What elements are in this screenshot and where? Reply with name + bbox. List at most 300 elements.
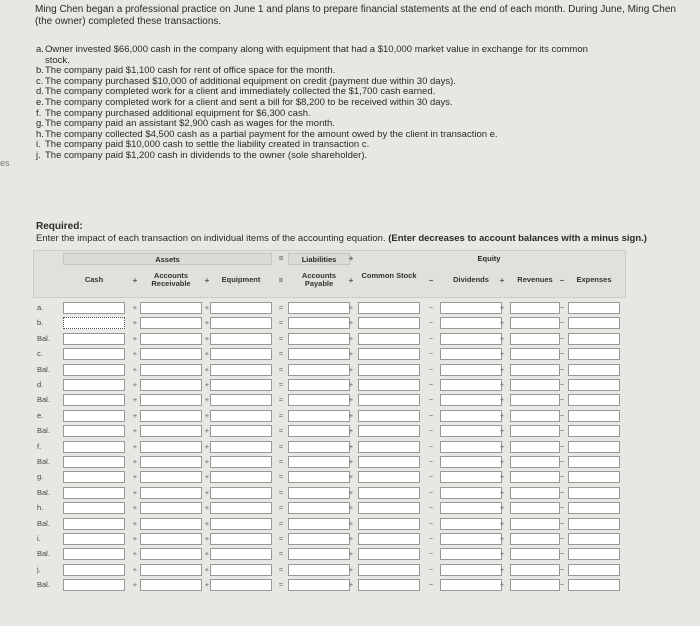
amount-input[interactable]: [358, 518, 420, 530]
row-operator: +: [499, 318, 505, 328]
column-header-equipment: Equipment: [221, 275, 261, 284]
amount-input[interactable]: [140, 348, 202, 360]
amount-input[interactable]: [510, 487, 560, 499]
row-operator: −: [428, 333, 434, 343]
header-operator: =: [278, 276, 284, 285]
row-label: Bal.: [37, 333, 50, 343]
row-operator: +: [499, 395, 505, 405]
row-operator: +: [204, 472, 210, 482]
amount-input[interactable]: [210, 471, 272, 483]
column-header-common-stock: Common Stock: [361, 271, 417, 280]
amount-input[interactable]: [440, 502, 502, 514]
transaction-text: The company paid $1,200 cash in dividends to the owner (sole shareholder).: [45, 149, 368, 161]
row-operator: −: [559, 518, 565, 528]
row-operator: −: [428, 303, 434, 312]
row-operator: +: [348, 580, 354, 590]
row-operator: =: [278, 395, 284, 405]
row-operator: +: [204, 364, 210, 374]
header-operator: +: [204, 276, 210, 285]
row-label: d.: [37, 380, 44, 389]
amount-input[interactable]: [140, 364, 202, 376]
amount-input[interactable]: [510, 518, 560, 530]
row-operator: +: [499, 380, 505, 389]
row-operator: +: [348, 318, 354, 328]
amount-input[interactable]: [440, 456, 502, 468]
amount-input[interactable]: [140, 456, 202, 468]
row-operator: +: [348, 380, 354, 389]
row-operator: =: [278, 303, 284, 312]
amount-input[interactable]: [568, 456, 620, 468]
amount-input[interactable]: [568, 441, 620, 453]
row-operator: +: [348, 457, 354, 466]
amount-input[interactable]: [288, 441, 350, 453]
amount-input[interactable]: [210, 487, 272, 499]
intro-text: Ming Chen began a professional practice on June 1 and plans to prepare financial statements at the end of each month. During June, Ming Chen (the owner) completed these transactions.: [35, 4, 676, 27]
transaction-letter: j.: [36, 149, 41, 161]
header-operator: +: [499, 276, 505, 285]
amount-input[interactable]: [510, 425, 560, 437]
row-operator: =: [278, 426, 284, 436]
row-operator: −: [559, 410, 565, 420]
amount-input[interactable]: [510, 364, 560, 376]
column-header-cash: Cash: [84, 275, 104, 284]
amount-input[interactable]: [510, 317, 560, 329]
amount-input[interactable]: [140, 548, 202, 560]
row-operator: +: [348, 333, 354, 343]
transaction-letter: e.: [36, 96, 44, 108]
amount-input[interactable]: [288, 564, 350, 576]
amount-input[interactable]: [288, 502, 350, 514]
amount-input[interactable]: [440, 564, 502, 576]
amount-input[interactable]: [440, 348, 502, 360]
amount-input[interactable]: [510, 564, 560, 576]
amount-input[interactable]: [288, 394, 350, 406]
header-operator: +: [348, 276, 354, 285]
row-operator: +: [132, 472, 138, 482]
amount-input[interactable]: [358, 333, 420, 345]
row-operator: =: [278, 472, 284, 482]
row-operator: +: [204, 380, 210, 389]
amount-input[interactable]: [63, 333, 125, 345]
row-operator: −: [559, 333, 565, 343]
amount-input[interactable]: [358, 364, 420, 376]
transaction-text: The company collected $4,500 cash as a partial payment for the amount owed by the client in transaction e.: [45, 128, 498, 140]
amount-input[interactable]: [140, 579, 202, 591]
row-label: a.: [37, 303, 44, 312]
amount-input[interactable]: [140, 425, 202, 437]
amount-input[interactable]: [510, 410, 560, 422]
amount-input[interactable]: [288, 379, 350, 391]
row-operator: +: [499, 580, 505, 590]
row-operator: +: [204, 580, 210, 590]
amount-input[interactable]: [358, 456, 420, 468]
row-operator: +: [499, 410, 505, 420]
amount-input[interactable]: [140, 410, 202, 422]
amount-input[interactable]: [63, 502, 125, 514]
row-operator: +: [348, 364, 354, 374]
amount-input[interactable]: [288, 518, 350, 530]
amount-input[interactable]: [210, 379, 272, 391]
row-label: i.: [37, 534, 41, 543]
transaction-letter: a.: [36, 44, 44, 55]
row-operator: −: [428, 426, 434, 436]
amount-input[interactable]: [210, 456, 272, 468]
amount-input[interactable]: [140, 333, 202, 345]
amount-input[interactable]: [288, 548, 350, 560]
amount-input[interactable]: [288, 425, 350, 437]
row-operator: −: [559, 395, 565, 405]
amount-input[interactable]: [510, 456, 560, 468]
row-operator: −: [559, 534, 565, 543]
amount-input[interactable]: [288, 456, 350, 468]
amount-input[interactable]: [568, 302, 620, 314]
row-operator: +: [499, 487, 505, 497]
amount-input[interactable]: [358, 379, 420, 391]
amount-input[interactable]: [510, 394, 560, 406]
row-label: h.: [37, 503, 44, 513]
amount-input[interactable]: [440, 379, 502, 391]
amount-input[interactable]: [440, 425, 502, 437]
row-operator: +: [132, 580, 138, 590]
row-operator: +: [499, 333, 505, 343]
amount-input[interactable]: [440, 333, 502, 345]
amount-input[interactable]: [440, 471, 502, 483]
amount-input[interactable]: [63, 441, 125, 453]
amount-input[interactable]: [63, 548, 125, 560]
column-header-accounts-receivable: Accounts Receivable: [151, 271, 191, 288]
header-operator: −: [559, 276, 565, 285]
amount-input[interactable]: [358, 394, 420, 406]
row-operator: +: [132, 333, 138, 343]
amount-input[interactable]: [63, 317, 125, 329]
row-operator: +: [132, 318, 138, 328]
amount-input[interactable]: [288, 333, 350, 345]
amount-input[interactable]: [63, 379, 125, 391]
group-equals-operator: =: [278, 254, 284, 263]
row-operator: =: [278, 364, 284, 374]
amount-input[interactable]: [288, 410, 350, 422]
transaction-item: [36, 45, 676, 56]
transaction-text: The company completed work for a client and sent a bill for $8,200 to be received within 30 days.: [45, 96, 453, 108]
row-operator: +: [204, 349, 210, 359]
row-operator: −: [428, 487, 434, 497]
amount-input[interactable]: [210, 502, 272, 514]
amount-input[interactable]: [510, 302, 560, 314]
row-operator: +: [499, 518, 505, 528]
row-label: Bal.: [37, 457, 50, 466]
amount-input[interactable]: [210, 533, 272, 545]
amount-input[interactable]: [140, 502, 202, 514]
row-operator: +: [132, 503, 138, 513]
transaction-item: [36, 151, 676, 162]
row-operator: −: [428, 518, 434, 528]
row-operator: −: [428, 472, 434, 482]
row-operator: −: [559, 472, 565, 482]
amount-input[interactable]: [440, 579, 502, 591]
transaction-item: [36, 98, 676, 109]
amount-input[interactable]: [63, 487, 125, 499]
amount-input[interactable]: [210, 425, 272, 437]
amount-input[interactable]: [440, 533, 502, 545]
row-operator: −: [559, 441, 565, 451]
amount-input[interactable]: [358, 471, 420, 483]
amount-input[interactable]: [358, 564, 420, 576]
row-operator: −: [559, 580, 565, 590]
amount-input[interactable]: [510, 533, 560, 545]
amount-input[interactable]: [568, 394, 620, 406]
amount-input[interactable]: [568, 487, 620, 499]
amount-input[interactable]: [358, 302, 420, 314]
amount-input[interactable]: [440, 302, 502, 314]
amount-input[interactable]: [210, 441, 272, 453]
row-label: Bal.: [37, 580, 50, 590]
amount-input[interactable]: [140, 518, 202, 530]
accounting-equation-grid: [33, 250, 626, 622]
row-operator: −: [559, 303, 565, 312]
amount-input[interactable]: [440, 487, 502, 499]
amount-input[interactable]: [510, 579, 560, 591]
amount-input[interactable]: [63, 364, 125, 376]
amount-input[interactable]: [568, 425, 620, 437]
column-header-expenses: Expenses: [576, 275, 612, 284]
amount-input[interactable]: [510, 502, 560, 514]
row-operator: =: [278, 318, 284, 328]
row-operator: =: [278, 441, 284, 451]
amount-input[interactable]: [63, 518, 125, 530]
row-operator: −: [428, 580, 434, 590]
amount-input[interactable]: [140, 394, 202, 406]
amount-input[interactable]: [568, 410, 620, 422]
amount-input[interactable]: [568, 579, 620, 591]
amount-input[interactable]: [140, 564, 202, 576]
row-operator: +: [204, 518, 210, 528]
amount-input[interactable]: [358, 441, 420, 453]
amount-input[interactable]: [63, 410, 125, 422]
row-operator: −: [559, 426, 565, 436]
row-label: j.: [37, 564, 41, 574]
row-operator: +: [204, 564, 210, 574]
amount-input[interactable]: [510, 548, 560, 560]
row-operator: +: [499, 441, 505, 451]
amount-input[interactable]: [568, 564, 620, 576]
amount-input[interactable]: [358, 533, 420, 545]
row-operator: +: [348, 472, 354, 482]
group-assets: Assets: [63, 253, 272, 265]
row-operator: +: [348, 426, 354, 436]
amount-input[interactable]: [358, 502, 420, 514]
amount-input[interactable]: [510, 471, 560, 483]
amount-input[interactable]: [288, 302, 350, 314]
amount-input[interactable]: [210, 364, 272, 376]
transaction-text: The company purchased additional equipment for $6,300 cash.: [45, 107, 311, 119]
amount-input[interactable]: [568, 317, 620, 329]
row-operator: −: [559, 549, 565, 559]
amount-input[interactable]: [440, 548, 502, 560]
amount-input[interactable]: [63, 579, 125, 591]
group-plus-operator: +: [348, 254, 354, 263]
row-operator: +: [348, 410, 354, 420]
row-operator: −: [428, 549, 434, 559]
amount-input[interactable]: [63, 456, 125, 468]
amount-input[interactable]: [288, 533, 350, 545]
amount-input[interactable]: [140, 471, 202, 483]
amount-input[interactable]: [568, 548, 620, 560]
amount-input[interactable]: [288, 471, 350, 483]
row-operator: +: [132, 549, 138, 559]
amount-input[interactable]: [210, 518, 272, 530]
amount-input[interactable]: [568, 333, 620, 345]
row-operator: +: [132, 303, 138, 312]
amount-input[interactable]: [63, 394, 125, 406]
row-label: Bal.: [37, 549, 50, 559]
amount-input[interactable]: [140, 487, 202, 499]
header-operator: +: [132, 276, 138, 285]
row-label: Bal.: [37, 395, 50, 405]
row-operator: +: [348, 503, 354, 513]
transaction-text: The company paid $10,000 cash to settle the liability created in transaction c.: [45, 139, 370, 151]
required-text: [36, 233, 686, 244]
row-operator: =: [278, 333, 284, 343]
row-operator: +: [499, 303, 505, 312]
transaction-letter: b.: [36, 65, 44, 77]
row-operator: +: [499, 364, 505, 374]
amount-input[interactable]: [568, 471, 620, 483]
amount-input[interactable]: [358, 348, 420, 360]
transaction-text: The company purchased $10,000 of additional equipment on credit (payment due within 30 days).: [45, 75, 456, 87]
amount-input[interactable]: [288, 348, 350, 360]
amount-input[interactable]: [210, 564, 272, 576]
group-equity: Equity: [477, 254, 501, 263]
amount-input[interactable]: [568, 518, 620, 530]
row-operator: +: [132, 349, 138, 359]
amount-input[interactable]: [440, 317, 502, 329]
row-operator: +: [204, 441, 210, 451]
row-operator: +: [499, 349, 505, 359]
row-operator: +: [204, 549, 210, 559]
amount-input[interactable]: [358, 317, 420, 329]
row-operator: +: [204, 318, 210, 328]
amount-input[interactable]: [210, 302, 272, 314]
row-operator: +: [348, 534, 354, 543]
amount-input[interactable]: [358, 410, 420, 422]
required-instruction: Enter the impact of each transaction on individual items of the accounting equation.: [36, 233, 386, 244]
row-operator: =: [278, 380, 284, 389]
row-operator: +: [132, 487, 138, 497]
amount-input[interactable]: [63, 471, 125, 483]
row-operator: +: [348, 303, 354, 312]
row-operator: +: [204, 487, 210, 497]
row-operator: +: [499, 564, 505, 574]
row-label: Bal.: [37, 518, 50, 528]
amount-input[interactable]: [210, 348, 272, 360]
amount-input[interactable]: [63, 425, 125, 437]
row-operator: =: [278, 487, 284, 497]
amount-input[interactable]: [510, 379, 560, 391]
row-operator: +: [499, 503, 505, 513]
amount-input[interactable]: [140, 317, 202, 329]
amount-input[interactable]: [210, 579, 272, 591]
amount-input[interactable]: [568, 533, 620, 545]
amount-input[interactable]: [63, 302, 125, 314]
amount-input[interactable]: [140, 379, 202, 391]
row-operator: =: [278, 349, 284, 359]
amount-input[interactable]: [210, 410, 272, 422]
transaction-text: The company completed work for a client and immediately collected the $1,700 cash earned.: [45, 86, 436, 98]
amount-input[interactable]: [510, 348, 560, 360]
amount-input[interactable]: [358, 548, 420, 560]
row-operator: +: [204, 333, 210, 343]
required-title: Required:: [36, 221, 83, 232]
transaction-list: [36, 45, 676, 162]
column-header-accounts-payable: Accounts Payable: [301, 271, 337, 288]
amount-input[interactable]: [358, 425, 420, 437]
row-operator: −: [428, 441, 434, 451]
amount-input[interactable]: [210, 548, 272, 560]
row-operator: +: [348, 549, 354, 559]
row-operator: −: [428, 380, 434, 389]
amount-input[interactable]: [358, 579, 420, 591]
amount-input[interactable]: [288, 317, 350, 329]
amount-input[interactable]: [210, 394, 272, 406]
amount-input[interactable]: [440, 394, 502, 406]
amount-input[interactable]: [440, 518, 502, 530]
row-operator: +: [132, 534, 138, 543]
row-operator: +: [132, 518, 138, 528]
amount-input[interactable]: [288, 364, 350, 376]
row-operator: −: [559, 380, 565, 389]
transaction-text: The company paid an assistant $2,900 cash as wages for the month.: [45, 118, 335, 130]
side-note: es: [0, 158, 10, 168]
amount-input[interactable]: [288, 487, 350, 499]
row-operator: +: [204, 303, 210, 312]
amount-input[interactable]: [63, 564, 125, 576]
row-operator: =: [278, 410, 284, 420]
transaction-letter: d.: [36, 86, 44, 98]
amount-input[interactable]: [568, 379, 620, 391]
amount-input[interactable]: [440, 441, 502, 453]
amount-input[interactable]: [288, 579, 350, 591]
amount-input[interactable]: [63, 533, 125, 545]
amount-input[interactable]: [210, 317, 272, 329]
column-header-revenues: Revenues: [517, 275, 553, 284]
row-operator: +: [499, 549, 505, 559]
row-operator: −: [559, 564, 565, 574]
amount-input[interactable]: [568, 502, 620, 514]
row-operator: +: [132, 457, 138, 466]
amount-input[interactable]: [63, 348, 125, 360]
row-operator: =: [278, 549, 284, 559]
row-label: c.: [37, 349, 43, 359]
row-operator: +: [499, 534, 505, 543]
column-header-dividends: Dividends: [453, 275, 489, 284]
transaction-text: The company paid $1,100 cash for rent of office space for the month.: [45, 65, 336, 77]
amount-input[interactable]: [568, 364, 620, 376]
amount-input[interactable]: [440, 364, 502, 376]
amount-input[interactable]: [358, 487, 420, 499]
amount-input[interactable]: [210, 333, 272, 345]
amount-input[interactable]: [140, 441, 202, 453]
amount-input[interactable]: [140, 302, 202, 314]
amount-input[interactable]: [568, 348, 620, 360]
row-label: Bal.: [37, 426, 50, 436]
amount-input[interactable]: [440, 410, 502, 422]
row-operator: +: [348, 395, 354, 405]
amount-input[interactable]: [510, 441, 560, 453]
row-operator: −: [428, 318, 434, 328]
amount-input[interactable]: [140, 533, 202, 545]
amount-input[interactable]: [510, 333, 560, 345]
transaction-letter: f.: [36, 107, 42, 119]
